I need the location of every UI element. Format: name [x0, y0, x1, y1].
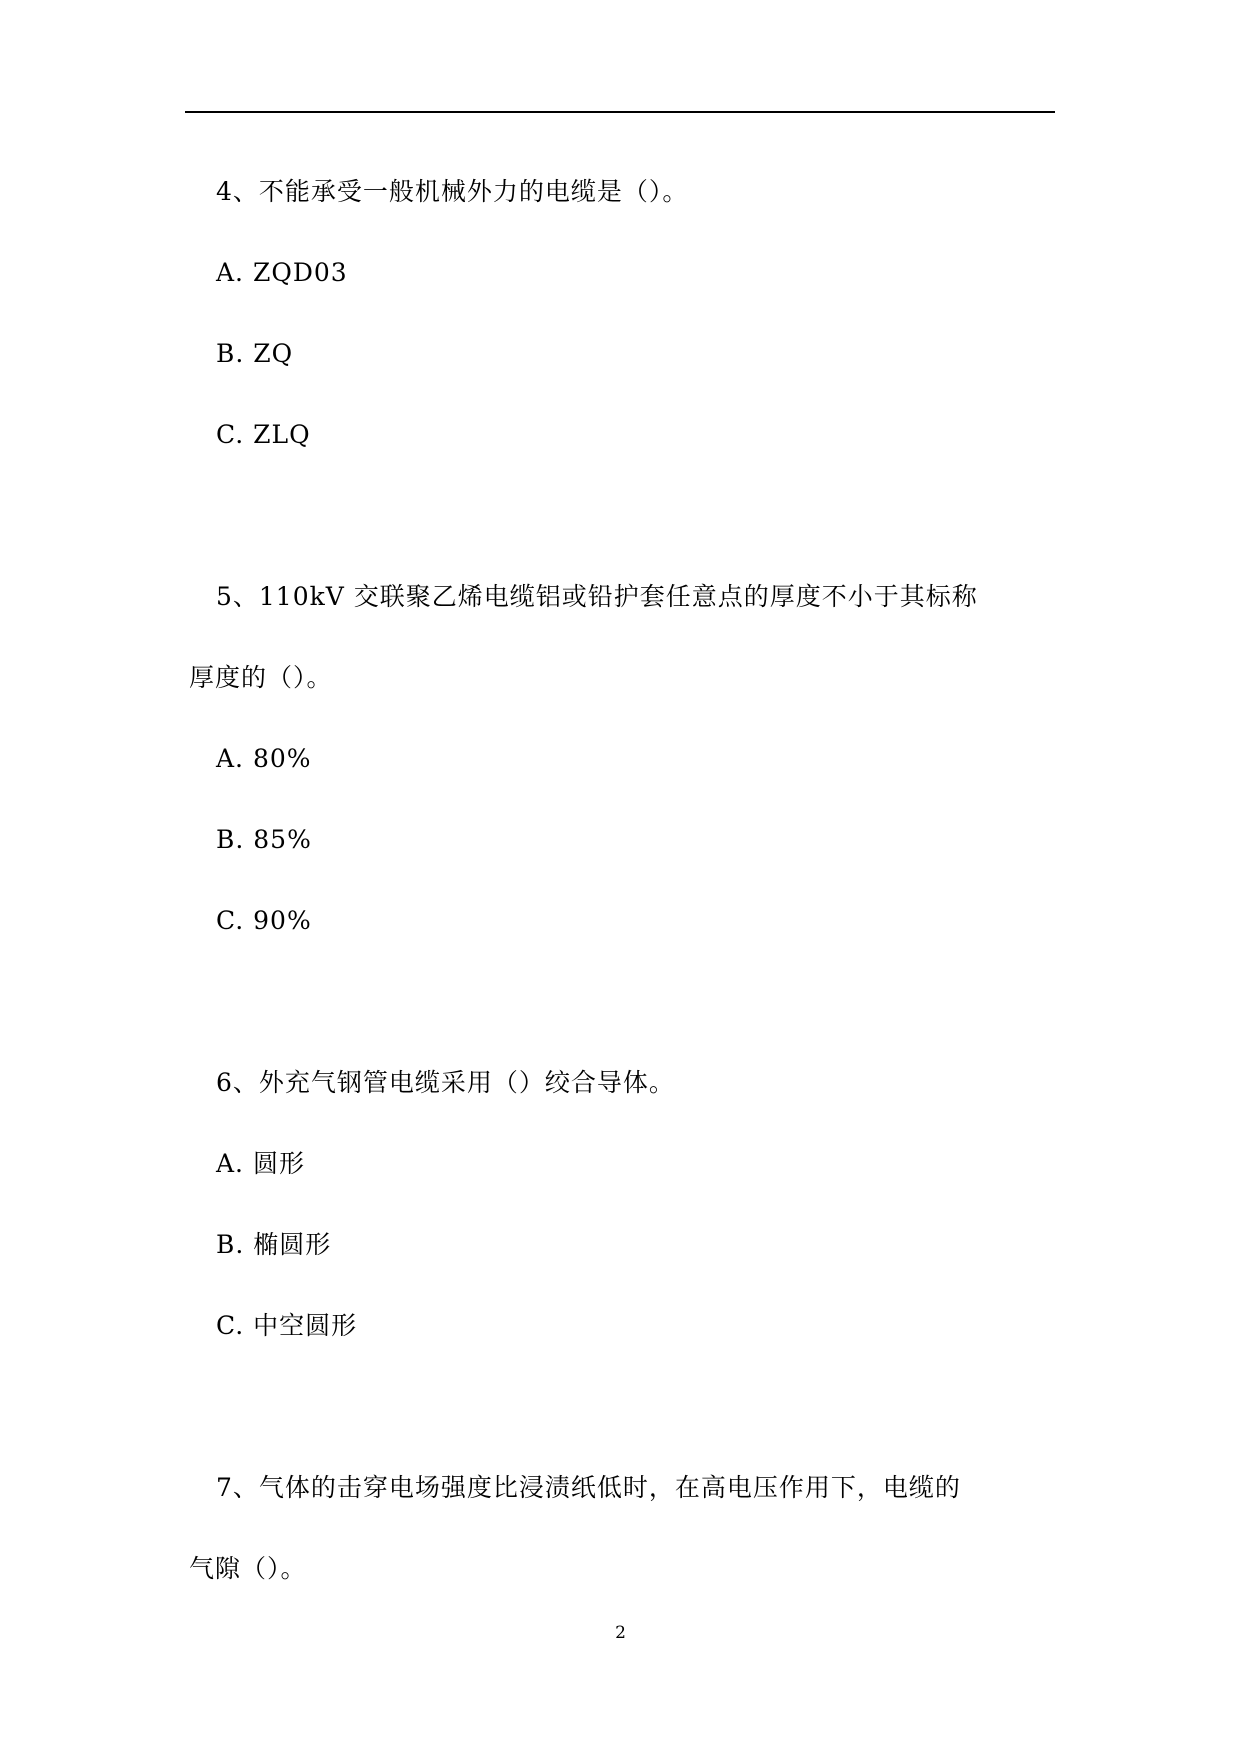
header-rule — [185, 111, 1055, 113]
page-number: 2 — [615, 1623, 626, 1643]
question-6-option-c: C. 中空圆形 — [216, 1311, 358, 1340]
question-5-option-a: A. 80% — [216, 744, 312, 773]
question-5-option-b: B. 85% — [216, 825, 312, 854]
question-6-option-a: A. 圆形 — [216, 1149, 305, 1178]
question-6-option-b: B. 椭圆形 — [216, 1230, 332, 1259]
question-6-text: 6、外充气钢管电缆采用（）绞合导体。 — [216, 1068, 675, 1097]
question-4-option-a: A. ZQD03 — [216, 258, 348, 287]
question-7-text-line-2: 气隙（）。 — [189, 1554, 307, 1583]
question-4-text: 4、不能承受一般机械外力的电缆是（）。 — [216, 177, 689, 206]
question-5-option-c: C. 90% — [216, 906, 312, 935]
question-4-option-b: B. ZQ — [216, 339, 294, 368]
question-5-text-line-1: 5、110kV 交联聚乙烯电缆铝或铅护套任意点的厚度不小于其标称 — [216, 582, 978, 611]
question-7-text-line-1: 7、气体的击穿电场强度比浸渍纸低时，在高电压作用下，电缆的 — [216, 1473, 961, 1502]
question-5-text-line-2: 厚度的（）。 — [189, 663, 333, 692]
question-4-option-c: C. ZLQ — [216, 420, 311, 449]
